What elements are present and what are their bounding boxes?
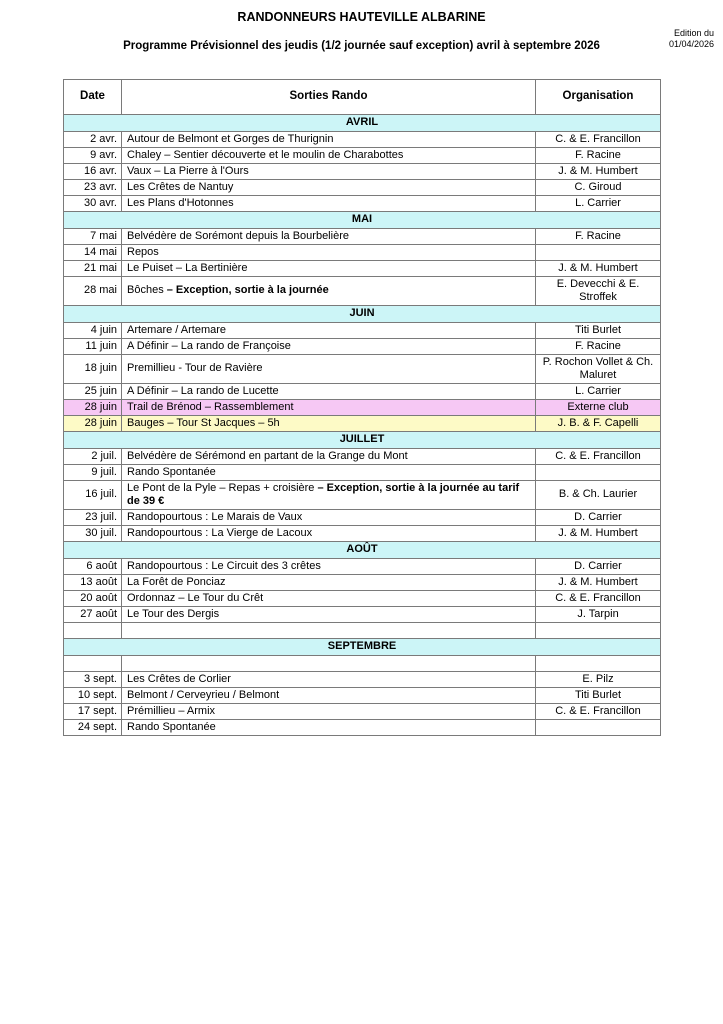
row-date: 24 sept. — [64, 720, 122, 736]
row-org: C. & E. Francillon — [536, 449, 661, 465]
spacer-cell — [536, 623, 661, 639]
row-org: C. & E. Francillon — [536, 704, 661, 720]
row-org: J. & M. Humbert — [536, 164, 661, 180]
row-date: 3 sept. — [64, 672, 122, 688]
row-date: 14 mai — [64, 245, 122, 261]
table-row — [64, 164, 661, 180]
month-row-aout — [64, 542, 661, 559]
table-row — [64, 323, 661, 339]
row-org: P. Rochon Vollet & Ch. Maluret — [536, 355, 661, 384]
row-rando: Rando Spontanée — [122, 465, 536, 481]
row-rando: Vaux – La Pierre à l'Ours — [122, 164, 536, 180]
row-rando: Randopourtous : La Vierge de Lacoux — [122, 526, 536, 542]
month-row-septembre — [64, 639, 661, 656]
row-org: E. Pilz — [536, 672, 661, 688]
row-date: 7 mai — [64, 229, 122, 245]
row-date: 23 avr. — [64, 180, 122, 196]
row-org: Titi Burlet — [536, 323, 661, 339]
row-rando: Ordonnaz – Le Tour du Crêt — [122, 591, 536, 607]
row-rando: Autour de Belmont et Gorges de Thurignin — [122, 132, 536, 148]
table-row — [64, 132, 661, 148]
row-org — [536, 245, 661, 261]
rando-text: Bôches — [127, 284, 164, 297]
row-rando: A Définir – La rando de Françoise — [122, 339, 536, 355]
month-label: SEPTEMBRE — [64, 639, 661, 656]
table-row — [64, 465, 661, 481]
row-date: 27 août — [64, 607, 122, 623]
row-org — [536, 720, 661, 736]
row-org: Externe club — [536, 400, 661, 416]
row-org: J. & M. Humbert — [536, 261, 661, 277]
table-row — [64, 229, 661, 245]
table-row — [64, 672, 661, 688]
spacer-cell — [122, 623, 536, 639]
table-row — [64, 384, 661, 400]
club-title: RANDONNEURS HAUTEVILLE ALBARINE — [237, 10, 486, 24]
row-org — [536, 465, 661, 481]
month-row-avril — [64, 115, 661, 132]
row-org: L. Carrier — [536, 384, 661, 400]
table-row — [64, 481, 661, 510]
table-row — [64, 559, 661, 575]
table-row — [64, 704, 661, 720]
row-rando: Rando Spontanée — [122, 720, 536, 736]
month-row-juin — [64, 306, 661, 323]
table-row — [64, 277, 661, 306]
schedule-table — [63, 79, 661, 736]
row-rando: Belvédère de Sérémond en partant de la Grange du Mont — [122, 449, 536, 465]
row-date: 23 juil. — [64, 510, 122, 526]
row-date: 9 juil. — [64, 465, 122, 481]
row-rando: Randopourtous : Le Marais de Vaux — [122, 510, 536, 526]
month-label: MAI — [64, 212, 661, 229]
row-rando — [122, 277, 536, 306]
program-subtitle: Programme Prévisionnel des jeudis (1/2 journée sauf exception) avril à septembre 2026 — [123, 40, 600, 52]
row-org: E. Devecchi & E. Stroffek — [536, 277, 661, 306]
row-date: 30 avr. — [64, 196, 122, 212]
table-row — [64, 688, 661, 704]
row-org: F. Racine — [536, 148, 661, 164]
table-row — [64, 339, 661, 355]
row-rando: Chaley – Sentier découverte et le moulin de Charabottes — [122, 148, 536, 164]
spacer-row — [64, 623, 661, 639]
row-date: 21 mai — [64, 261, 122, 277]
table-row — [64, 510, 661, 526]
spacer-cell — [64, 623, 122, 639]
month-label: JUIN — [64, 306, 661, 323]
row-rando: Prémillieu – Armix — [122, 704, 536, 720]
table-row — [64, 355, 661, 384]
table-row — [64, 575, 661, 591]
row-date: 13 août — [64, 575, 122, 591]
rando-text: Le Pont de la Pyle – Repas + croisière — [127, 481, 315, 494]
row-rando: Le Puiset – La Bertinière — [122, 261, 536, 277]
row-rando: Belvédère de Sorémont depuis la Bourbelière — [122, 229, 536, 245]
edition-date: 01/04/2026 — [668, 39, 714, 49]
table-header-row — [64, 80, 661, 115]
row-rando: Belmont / Cerveyrieu / Belmont — [122, 688, 536, 704]
row-org: Titi Burlet — [536, 688, 661, 704]
row-org: J. B. & F. Capelli — [536, 416, 661, 432]
row-date: 30 juil. — [64, 526, 122, 542]
table-row — [64, 720, 661, 736]
row-rando: A Définir – La rando de Lucette — [122, 384, 536, 400]
row-rando: Les Crêtes de Nantuy — [122, 180, 536, 196]
row-date: 17 sept. — [64, 704, 122, 720]
table-row — [64, 180, 661, 196]
column-header-date: Date — [64, 80, 122, 115]
column-header-org: Organisation — [536, 80, 661, 115]
spacer-row — [64, 656, 661, 672]
month-label: JUILLET — [64, 432, 661, 449]
row-date: 28 juin — [64, 400, 122, 416]
row-org: C. & E. Francillon — [536, 132, 661, 148]
row-rando: Les Crêtes de Corlier — [122, 672, 536, 688]
row-rando: La Forêt de Ponciaz — [122, 575, 536, 591]
row-org: J. & M. Humbert — [536, 526, 661, 542]
row-org: D. Carrier — [536, 559, 661, 575]
rando-exception: – Exception, sortie à la journée — [163, 284, 329, 297]
rando-exception: – Exception, sortie à la journée au tarif de 39 € — [127, 481, 520, 507]
row-date: 28 juin — [64, 416, 122, 432]
row-org: J. Tarpin — [536, 607, 661, 623]
table-row — [64, 245, 661, 261]
row-rando: Premillieu - Tour de Ravière — [122, 355, 536, 384]
month-row-juillet — [64, 432, 661, 449]
row-date: 11 juin — [64, 339, 122, 355]
row-date: 2 avr. — [64, 132, 122, 148]
row-rando: Bauges – Tour St Jacques – 5h — [122, 416, 536, 432]
row-org: C. & E. Francillon — [536, 591, 661, 607]
table-row — [64, 148, 661, 164]
table-row — [64, 261, 661, 277]
month-label: AVRIL — [64, 115, 661, 132]
row-org: J. & M. Humbert — [536, 575, 661, 591]
row-org: C. Giroud — [536, 180, 661, 196]
row-rando: Artemare / Artemare — [122, 323, 536, 339]
row-date: 9 avr. — [64, 148, 122, 164]
month-row-mai — [64, 212, 661, 229]
table-row-external — [64, 400, 661, 416]
table-row — [64, 591, 661, 607]
table-row-highlight — [64, 416, 661, 432]
row-rando — [122, 481, 536, 510]
row-rando: Randopourtous : Le Circuit des 3 crêtes — [122, 559, 536, 575]
table-row — [64, 449, 661, 465]
row-date: 6 août — [64, 559, 122, 575]
row-date: 18 juin — [64, 355, 122, 384]
row-date: 20 août — [64, 591, 122, 607]
row-date: 25 juin — [64, 384, 122, 400]
row-org: D. Carrier — [536, 510, 661, 526]
table-row — [64, 526, 661, 542]
row-org: F. Racine — [536, 339, 661, 355]
column-header-rando: Sorties Rando — [122, 80, 536, 115]
row-org: L. Carrier — [536, 196, 661, 212]
spacer-cell — [536, 656, 661, 672]
row-date: 10 sept. — [64, 688, 122, 704]
row-org: F. Racine — [536, 229, 661, 245]
spacer-cell — [122, 656, 536, 672]
row-date: 4 juin — [64, 323, 122, 339]
edition-info — [669, 28, 714, 50]
row-rando: Le Tour des Dergis — [122, 607, 536, 623]
table-row — [64, 607, 661, 623]
row-rando: Les Plans d'Hotonnes — [122, 196, 536, 212]
edition-label: Edition du — [673, 28, 714, 38]
row-rando: Trail de Brénod – Rassemblement — [122, 400, 536, 416]
row-date: 16 avr. — [64, 164, 122, 180]
table-row — [64, 196, 661, 212]
row-date: 16 juil. — [64, 481, 122, 510]
row-org: B. & Ch. Laurier — [536, 481, 661, 510]
month-label: AOÛT — [64, 542, 661, 559]
row-rando: Repos — [122, 245, 536, 261]
spacer-cell — [64, 656, 122, 672]
row-date: 28 mai — [64, 277, 122, 306]
row-date: 2 juil. — [64, 449, 122, 465]
